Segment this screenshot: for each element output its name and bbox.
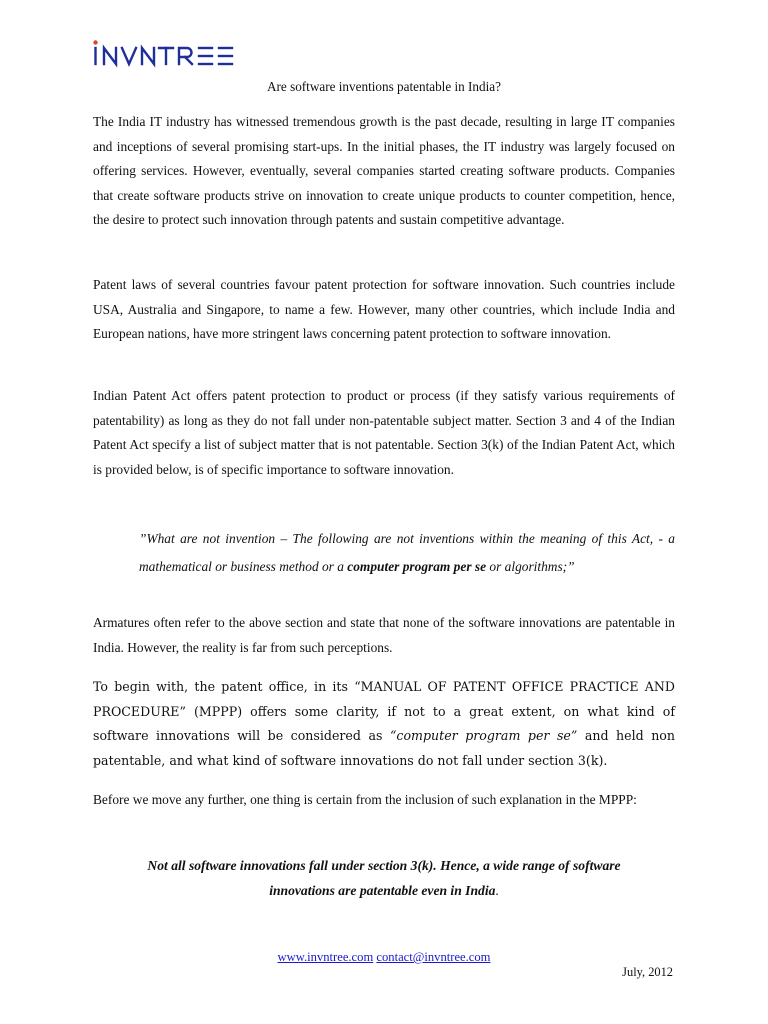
paragraph-4: Armatures often refer to the above section and state that none of the software innovations are patentable in India. However, the reality is far from such perceptions. [93, 615, 675, 655]
p5-text-2: and held non patentable, and what kind of software innovations do not fall under section 3(k). [93, 728, 675, 768]
quote-bold-text: computer program per se [347, 558, 487, 574]
conclusion-period: . [495, 883, 499, 898]
logo-dot [93, 40, 97, 44]
p5-italic-text: “computer program per se” [389, 728, 578, 744]
section-3k-quote [139, 525, 675, 580]
conclusion-line-2-wrap [93, 878, 675, 903]
email-link[interactable]: contact@invntree.com [376, 950, 491, 964]
paragraph-3: Indian Patent Act offers patent protection to product or process (if they satisfy various requirements of patentability) as long as they do not fall under non-patentable subject matter. Section 3 and 4 of the Indian Patent Act specify a list of subject matter that is not patentable. Section 3(k) of the Indian Patent Act, which is provided below, is of specific importance to software innovation. [93, 388, 675, 477]
invntree-logo-mark [93, 38, 243, 70]
invntree-logo [93, 38, 243, 70]
conclusion-statement [93, 853, 675, 903]
conclusion-line-1: Not all software innovations fall under section 3(k). Hence, a wide range of software [147, 858, 621, 873]
website-link[interactable]: www.invntree.com [277, 950, 374, 964]
paragraph-2: Patent laws of several countries favour patent protection for software innovation. Such countries include USA, Australia and Singapore, to name a few. However, many other countries, which include India and European nations, have more stringent laws concerning patent protection to software innovation. [93, 277, 675, 342]
document-title: Are software inventions patentable in India? [267, 79, 501, 94]
paragraph-6: Before we move any further, one thing is certain from the inclusion of such explanation in the MPPP: [93, 792, 637, 807]
p5-text-1: To begin with, the patent office, in its “MANUAL OF PATENT OFFICE PRACTICE AND PROCEDURE” (MPPP) offers some clarity, if not to a great extent, on what kind of software innovations will be considered as [93, 679, 675, 744]
conclusion-line-2: innovations are patentable even in India [269, 883, 496, 898]
paragraph-1: The India IT industry has witnessed tremendous growth is the past decade, resulting in large IT companies and inceptions of several promising start-ups. In the initial phases, the IT industry was largely focused on offering services. However, eventually, several companies started creating software products. Companies that create software products strive on innovation to create unique products to counter competition, hence, the desire to protect such innovation through patents and sustain competitive advantage. [93, 114, 675, 228]
quote-text-1: ”What are not invention – The following are not inventions within the meaning of this Act, - a mathematical or business method or a [139, 531, 675, 574]
quote-text-2: or algorithms;” [486, 558, 575, 574]
footer-date: July, 2012 [622, 965, 673, 979]
footer-links [0, 949, 768, 965]
paragraph-5 [93, 675, 675, 773]
